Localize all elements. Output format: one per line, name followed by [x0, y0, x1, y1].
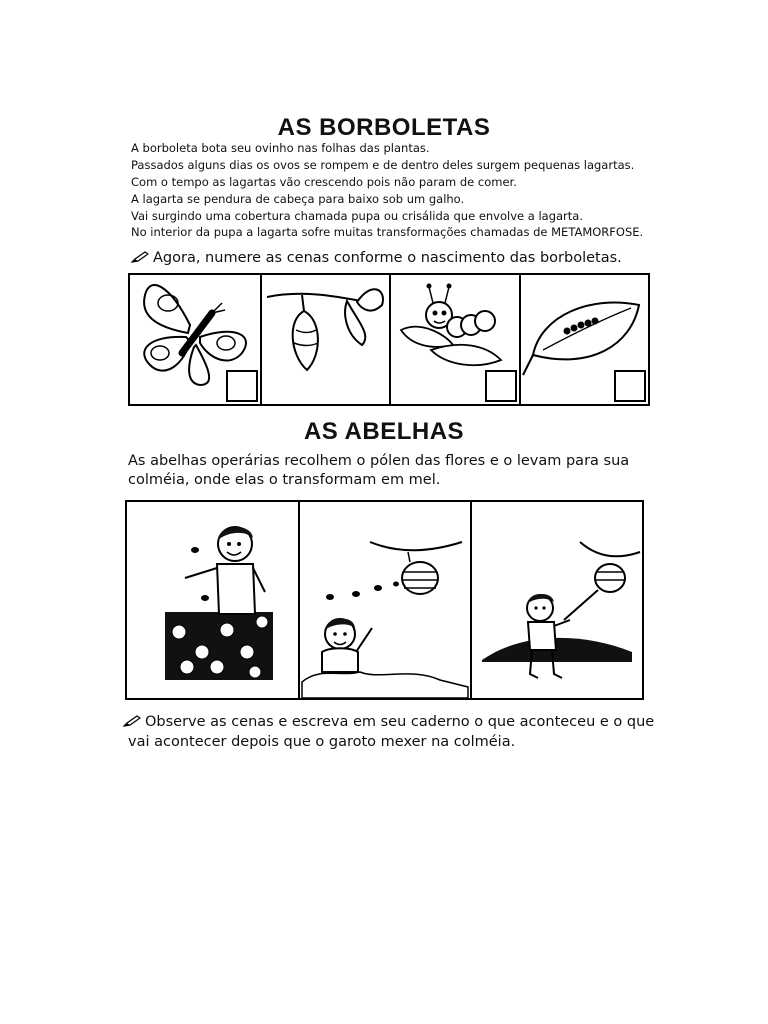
- bees-instruction-row: [123, 713, 654, 731]
- text-line: A borboleta bota seu ovinho nas folhas das plantas.: [131, 141, 430, 155]
- number-box[interactable]: [485, 370, 517, 402]
- text-line: Passados alguns dias os ovos se rompem e de dentro deles surgem pequenas lagartas.: [131, 158, 635, 172]
- text-line: Com o tempo as lagartas vão crescendo pois não param de comer.: [131, 175, 517, 189]
- text-line: A lagarta se pendura de cabeça para baixo sob um galho.: [131, 192, 465, 206]
- scene-butterfly: [130, 275, 262, 404]
- butterflies-instruction-row: [131, 249, 622, 267]
- text-line: Vai surgindo uma cobertura chamada pupa ou crisálida que envolve a lagarta.: [131, 209, 583, 223]
- text-line: No interior da pupa a lagarta sofre muitas transformações chamadas de METAMORFOSE.: [131, 225, 644, 239]
- scene-boy-poking-hive: [472, 502, 644, 698]
- chrysalis-icon: [262, 275, 389, 404]
- bees-title: AS ABELHAS: [303, 418, 465, 445]
- number-box[interactable]: [226, 370, 258, 402]
- text-line: colméia, onde elas o transformam em mel.: [128, 472, 441, 488]
- boy-waving-at-hive-icon: [300, 502, 470, 698]
- scene-chrysalis: [262, 275, 391, 404]
- scene-caterpillar: [391, 275, 521, 404]
- butterflies-title: AS BORBOLETAS: [277, 114, 491, 141]
- scene-boy-with-flowers: [127, 502, 300, 698]
- butterfly-scenes-strip: [128, 273, 650, 406]
- bee-scenes-strip: [125, 500, 644, 700]
- text-line: As abelhas operárias recolhem o pólen das flores e o levam para sua: [128, 453, 630, 469]
- number-box[interactable]: [614, 370, 646, 402]
- scene-eggs-on-leaf: [521, 275, 648, 404]
- bees-instruction-line-2: vai acontecer depois que o garoto mexer na colméia.: [128, 734, 516, 750]
- bees-instruction-line-1: Observe as cenas e escreva em seu caderno o que aconteceu e o que: [145, 714, 655, 730]
- boy-with-flowers-icon: [127, 502, 297, 698]
- butterflies-instruction: Agora, numere as cenas conforme o nascimento das borboletas.: [153, 250, 622, 266]
- pencil-icon: [131, 251, 149, 263]
- scene-boy-waving-at-hive: [300, 502, 472, 698]
- boy-poking-hive-icon: [472, 502, 642, 698]
- pencil-icon: [123, 715, 141, 727]
